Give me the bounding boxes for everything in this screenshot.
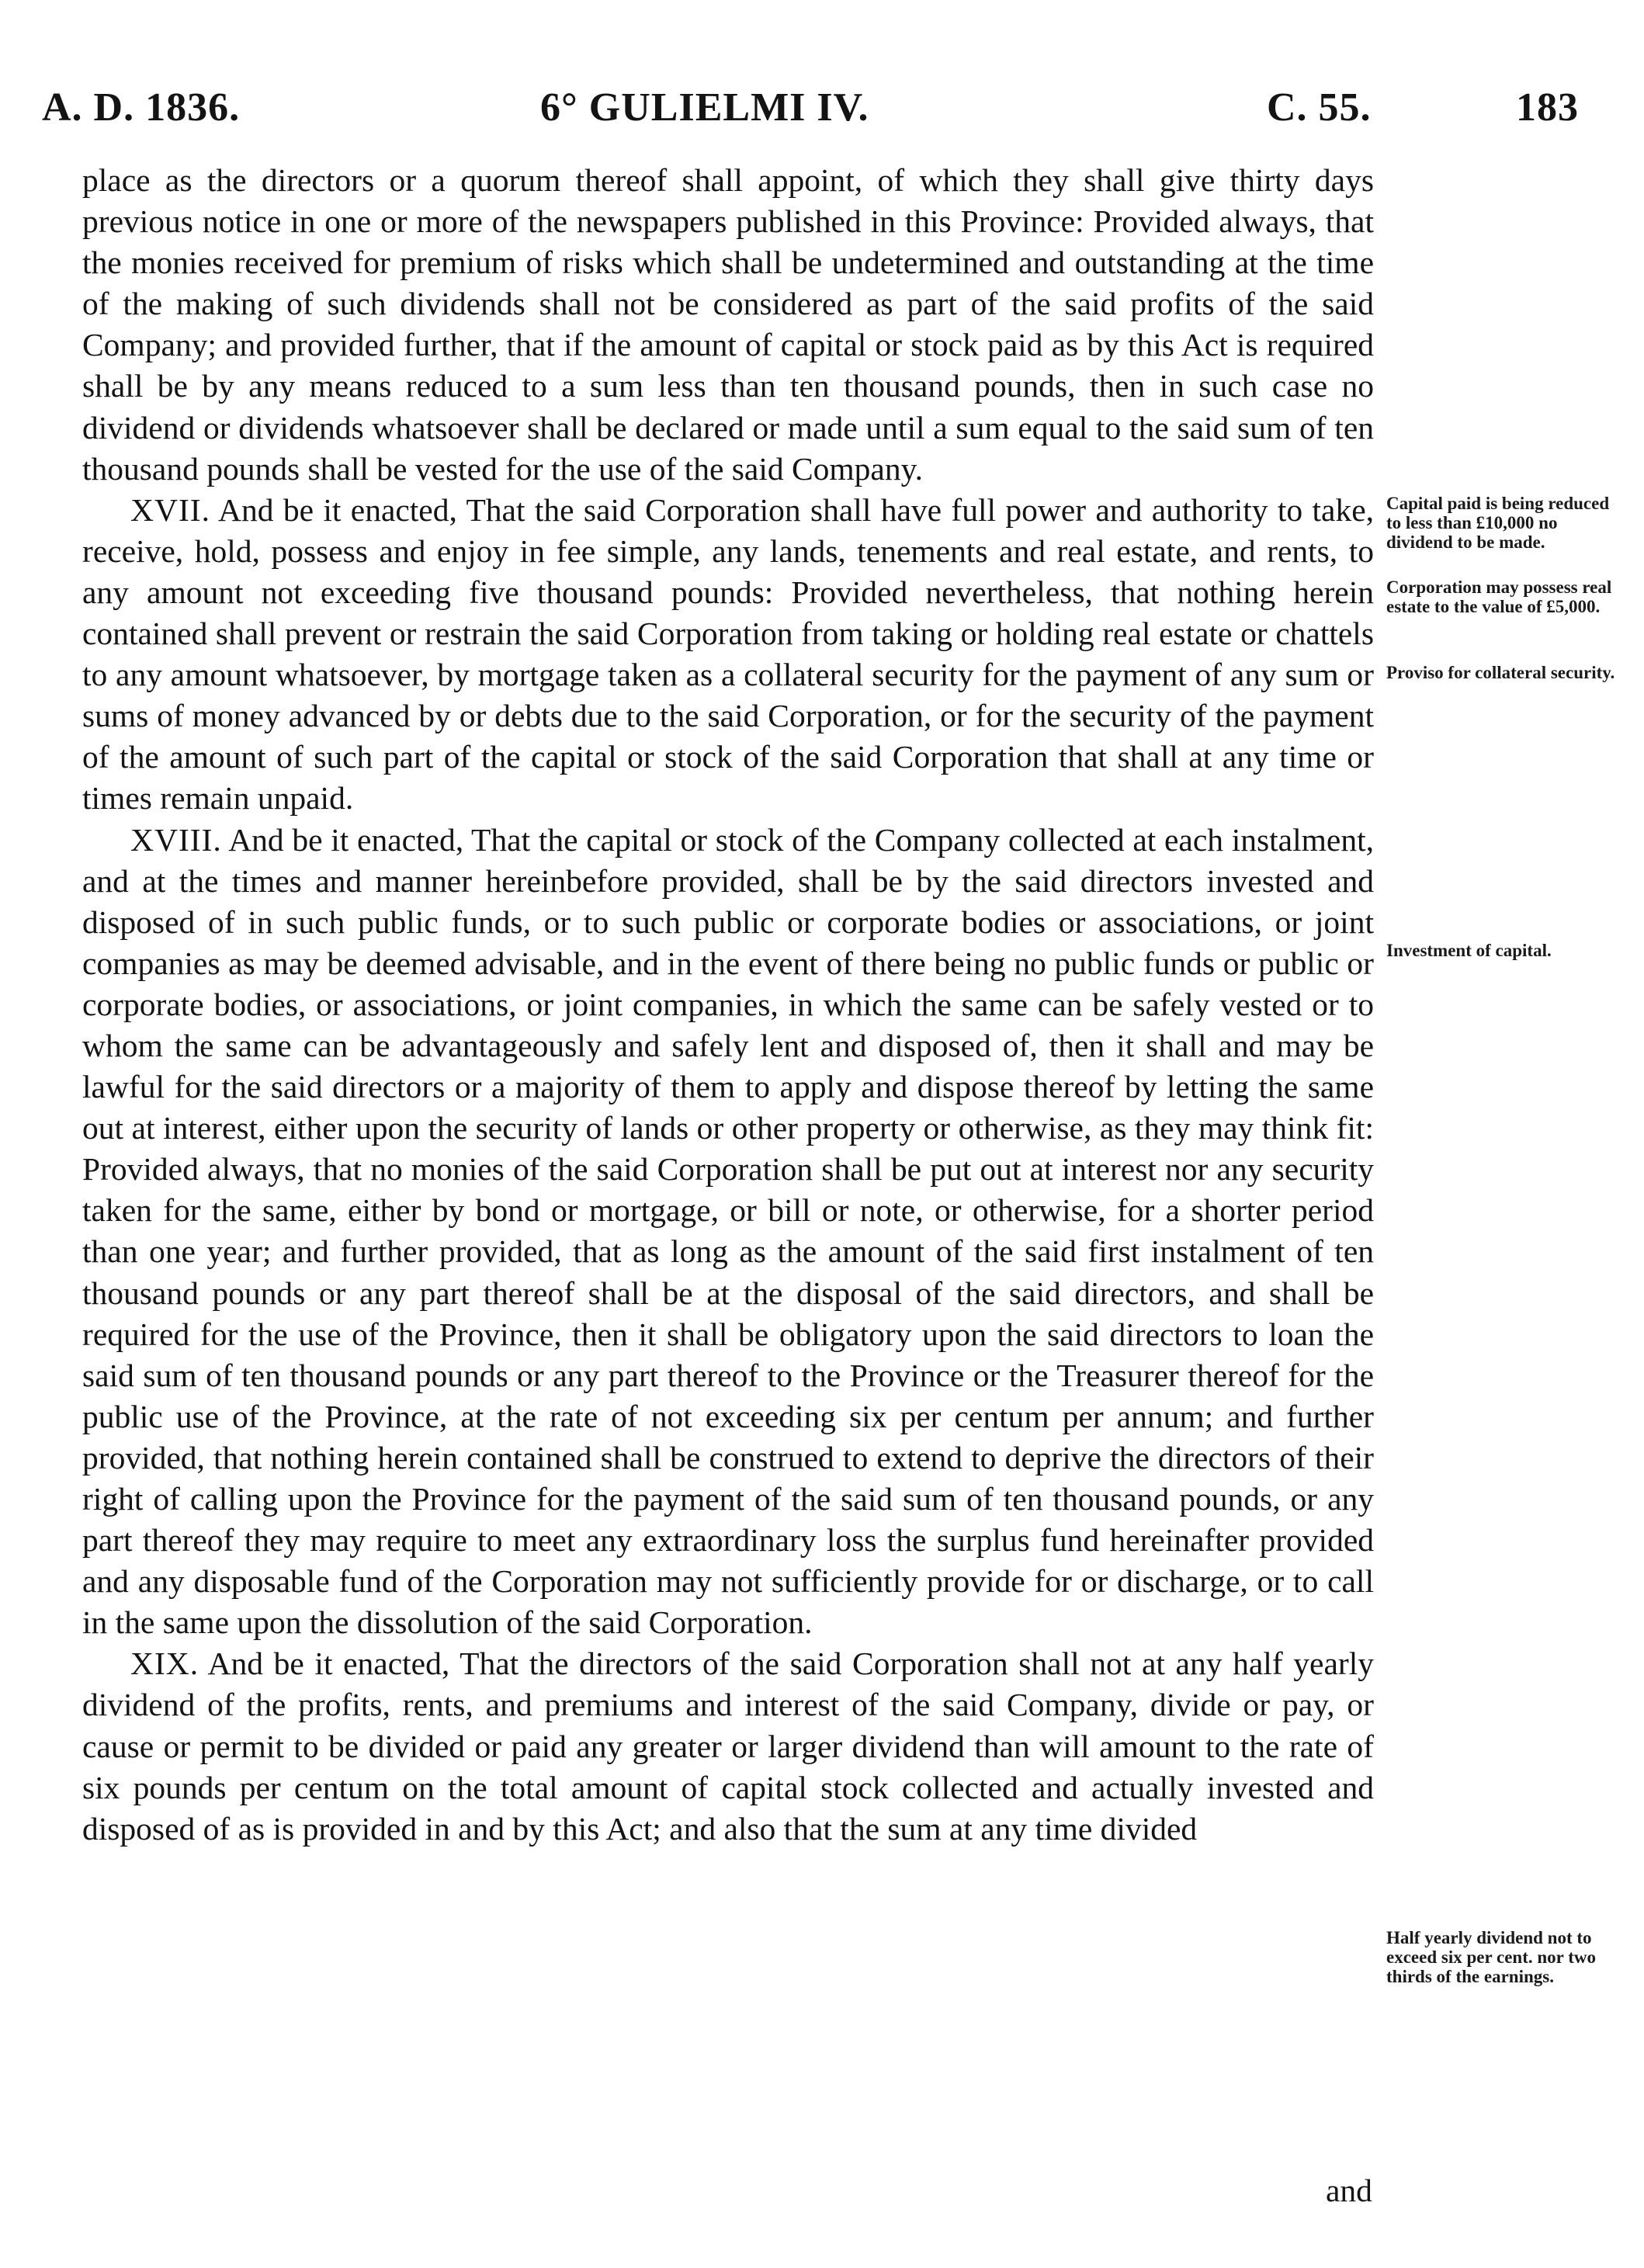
paragraph-text: And be it enacted, That the directors of the said Corporation shall not at any half yearly dividend of the profits, rents, and premiums and interest of the said Company, divide or pay, or cause or permit to be divided or paid any greater or larger dividend than will amount to the rate of six pounds per centum on the total amount of capital stock collected and actually invested and disposed of as is provided in and by this Act; and also that the sum at any time divided xyxy=(82,1646,1374,1847)
section-xvii xyxy=(82,490,1374,820)
section-xix xyxy=(82,1643,1374,1849)
page-number: 183 xyxy=(1516,85,1579,130)
marginal-note-dividend-limit: Half yearly dividend not to exceed six per cent. nor two thirds of the earnings. xyxy=(1386,1928,1596,1986)
header-chapter: C. 55. xyxy=(1267,85,1372,130)
paragraph-continuation xyxy=(82,160,1374,490)
paragraph-text: And be it enacted, That the said Corporation shall have full power and authority to take, receive, hold, possess and enjoy in fee simple, any lands, tenements and real estate, and rents, to any amount not exceeding five thousand pounds: Provided nevertheless, that nothing herein contained shall prevent or restrain the said Corporation from taking or holding real estate or chattels to any amount whatsoever, by mortgage taken as a collateral security for the payment of any sum or sums of money advanced by or debts due to the said Corporation, or for the security of the payment of the amount of such part of the capital or stock of the said Corporation that shall at any time or times remain unpaid. xyxy=(82,491,1374,817)
marginal-note-investment: Investment of capital. xyxy=(1386,941,1552,960)
marginal-note-capital-reduced: Capital paid is being reduced to less than £10,000 no dividend to be made. xyxy=(1386,494,1610,552)
marginal-note-real-estate: Corporation may possess real estate to the value of £5,000. xyxy=(1386,577,1612,616)
header-year: A. D. 1836. xyxy=(42,85,241,130)
section-number: XIX. xyxy=(130,1646,199,1682)
paragraph-text: place as the directors or a quorum thereof shall appoint, of which they shall give thirty days previous notice in one or more of the newspapers published in this Province: Provided always, that the monies received for premium of risks which shall be undetermined and outstanding at the time of the making of such dividends shall not be considered as part of the said profits of the said Company; and provided further, that if the amount of capital or stock paid as by this Act is required shall be by any means reduced to a sum less than ten thousand pounds, then in such case no dividend or dividends whatsoever shall be declared or made until a sum equal to the said sum of ten thousand pounds shall be vested for the use of the said Company. xyxy=(82,162,1374,487)
catchword: and xyxy=(1326,2173,1372,2208)
main-text-column xyxy=(82,160,1374,1850)
section-xviii xyxy=(82,820,1374,1644)
marginal-note-collateral: Proviso for collateral security. xyxy=(1386,663,1615,682)
header-reign: 6° GULIELMI IV. xyxy=(540,85,869,130)
section-number: XVIII. xyxy=(130,821,222,858)
paragraph-text: And be it enacted, That the capital or stock of the Company collected at each instalment, and at the times and manner hereinbefore provided, shall be by the said directors invested and disposed of in such public funds, or to such public or corporate bodies or associations, or joint companies as may be deemed advisable, and in the event of there being no public funds or public or corporate bodies, or associations, or joint companies, in which the same can be safely vested or to whom the same can be advantageously and safely lent and disposed of, then it shall and may be lawful for the said directors or a majority of them to apply and dispose thereof by letting the same out at interest, either upon the security of lands or other property or otherwise, as they may think fit: Provided always, that no monies of the said Corporation shall be put out at interest nor any security taken for the same, either by bond or mortgage, or bill or note, or otherwise, for a shorter period than one year; and further provided, that as long as the amount of the said first instalment of ten thousand pounds or any part thereof shall be at the disposal of the said directors, and shall be required for the use of the Province, then it shall be obligatory upon the said directors to loan the said sum of ten thousand pounds or any part thereof to the Province or the Treasurer thereof for the public use of the Province, at the rate of not exceeding six per centum per annum; and further provided, that nothing herein contained shall be construed to extend to deprive the directors of their right of calling upon the Province for the payment of the said sum of ten thousand pounds, or any part thereof they may require to meet any extraordinary loss the surplus fund hereinafter provided and any disposable fund of the Corporation may not sufficiently provide for or discharge, or to call in the same upon the dissolution of the said Corporation. xyxy=(82,821,1374,1641)
section-number: XVII. xyxy=(130,491,210,528)
running-header xyxy=(0,81,1644,135)
